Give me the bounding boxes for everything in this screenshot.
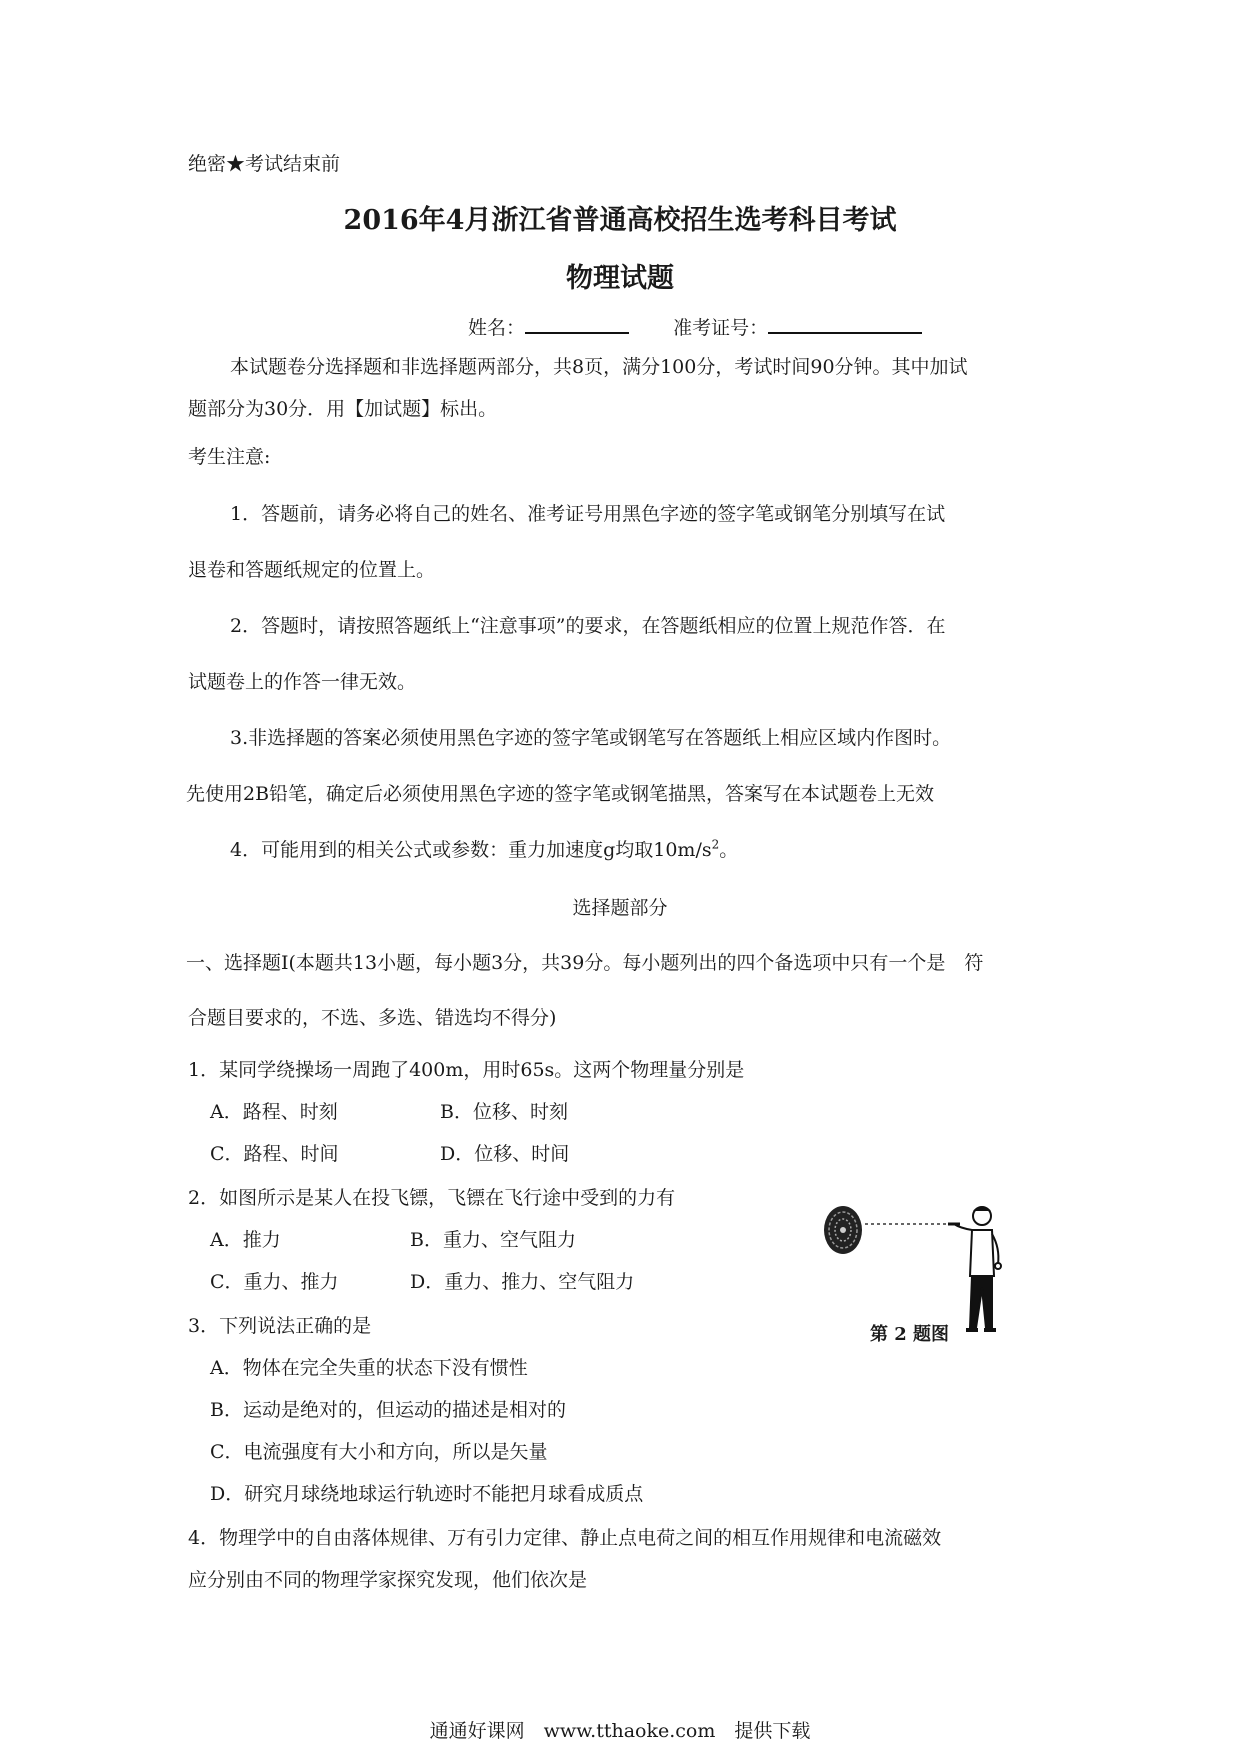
q3-option-c: C．电流强度有大小和方向，所以是矢量 <box>210 1441 548 1463</box>
person-icon <box>948 1207 1001 1330</box>
notes-heading: 考生注意: <box>188 446 271 468</box>
note-4 <box>230 838 738 862</box>
q2-figure-caption: 第 2 题图 <box>870 1324 950 1345</box>
note-1-line-2: 退卷和答题纸规定的位置上。 <box>188 559 436 581</box>
exam-subtitle: 物理试题 <box>566 263 674 294</box>
q1-option-d: D．位移、时间 <box>440 1143 570 1165</box>
q1-option-c: C．路程、时间 <box>210 1143 339 1165</box>
name-blank[interactable] <box>525 314 629 334</box>
q4-stem-line-1: 4．物理学中的自由落体规律、万有引力定律、静止点电荷之间的相互作用规律和电流磁效 <box>188 1527 942 1549</box>
name-label: 姓名： <box>468 317 526 339</box>
footer-text: 通通好课网 www.tthaoke.com 提供下载 <box>429 1720 811 1742</box>
q2-option-d: D．重力、推力、空气阻力 <box>410 1271 635 1293</box>
note-2-line-1: 2．答题时，请按照答题纸上“注意事项”的要求，在答题纸相应的位置上规范作答．在 <box>230 615 946 637</box>
candidate-info <box>468 314 922 340</box>
note-3-line-2: 先使用2B铅笔，确定后必须使用黑色字迹的签字笔或钢笔描黑，答案写在本试题卷上无效 <box>186 783 935 805</box>
id-label: 准考证号： <box>673 317 769 339</box>
section-intro-line-2: 合题目要求的，不选、多选、错选均不得分) <box>188 1007 557 1029</box>
q3-option-d: D．研究月球绕地球运行轨迹时不能把月球看成质点 <box>210 1483 644 1505</box>
section-intro-line-1: 一、选择题I(本题共13小题，每小题3分，共39分。每小题列出的四个备选项中只有一个是 符 <box>186 952 984 974</box>
dartboard-icon <box>824 1206 862 1254</box>
note-1-line-1: 1．答题前，请务必将自己的姓名、准考证号用黑色字迹的签字笔或钢笔分别填写在试 <box>230 503 946 525</box>
note-3-line-1: 3.非选择题的答案必须使用黑色字迹的签字笔或钢笔写在答题纸上相应区域内作图时。 <box>230 727 952 749</box>
section-heading: 选择题部分 <box>572 897 668 919</box>
q3-option-b: B．运动是绝对的，但运动的描述是相对的 <box>210 1399 566 1421</box>
q4-stem-line-2: 应分别由不同的物理学家探究发现，他们依次是 <box>188 1569 588 1591</box>
q2-option-a: A．推力 <box>210 1229 281 1251</box>
q3-stem: 3．下列说法正确的是 <box>188 1315 372 1337</box>
q3-option-a: A．物体在完全失重的状态下没有惯性 <box>210 1357 528 1379</box>
note-4-end: 。 <box>719 839 739 861</box>
q1-option-a: A．路程、时刻 <box>210 1101 338 1123</box>
note-4-superscript: 2 <box>711 837 720 852</box>
q2-stem: 2．如图所示是某人在投飞镖，飞镖在飞行途中受到的力有 <box>188 1187 676 1209</box>
q1-stem: 1．某同学绕操场一周跑了400m，用时65s。这两个物理量分别是 <box>188 1059 745 1081</box>
intro-line-1: 本试题卷分选择题和非选择题两部分，共8页，满分100分，考试时间90分钟。其中加试 <box>230 356 968 378</box>
q2-option-c: C．重力、推力 <box>210 1271 339 1293</box>
intro-line-2: 题部分为30分．用【加试题】标出。 <box>188 398 498 420</box>
id-blank[interactable] <box>768 314 922 334</box>
q1-option-b: B．位移、时刻 <box>440 1101 568 1123</box>
exam-title: 2016年4月浙江省普通高校招生选考科目考试 <box>343 205 897 236</box>
note-2-line-2: 试题卷上的作答一律无效。 <box>188 671 417 693</box>
note-4-text: 4．可能用到的相关公式或参数：重力加速度g均取10m/s <box>230 839 712 861</box>
secrecy-label: 绝密★考试结束前 <box>188 153 341 175</box>
q2-option-b: B．重力、空气阻力 <box>410 1229 576 1251</box>
